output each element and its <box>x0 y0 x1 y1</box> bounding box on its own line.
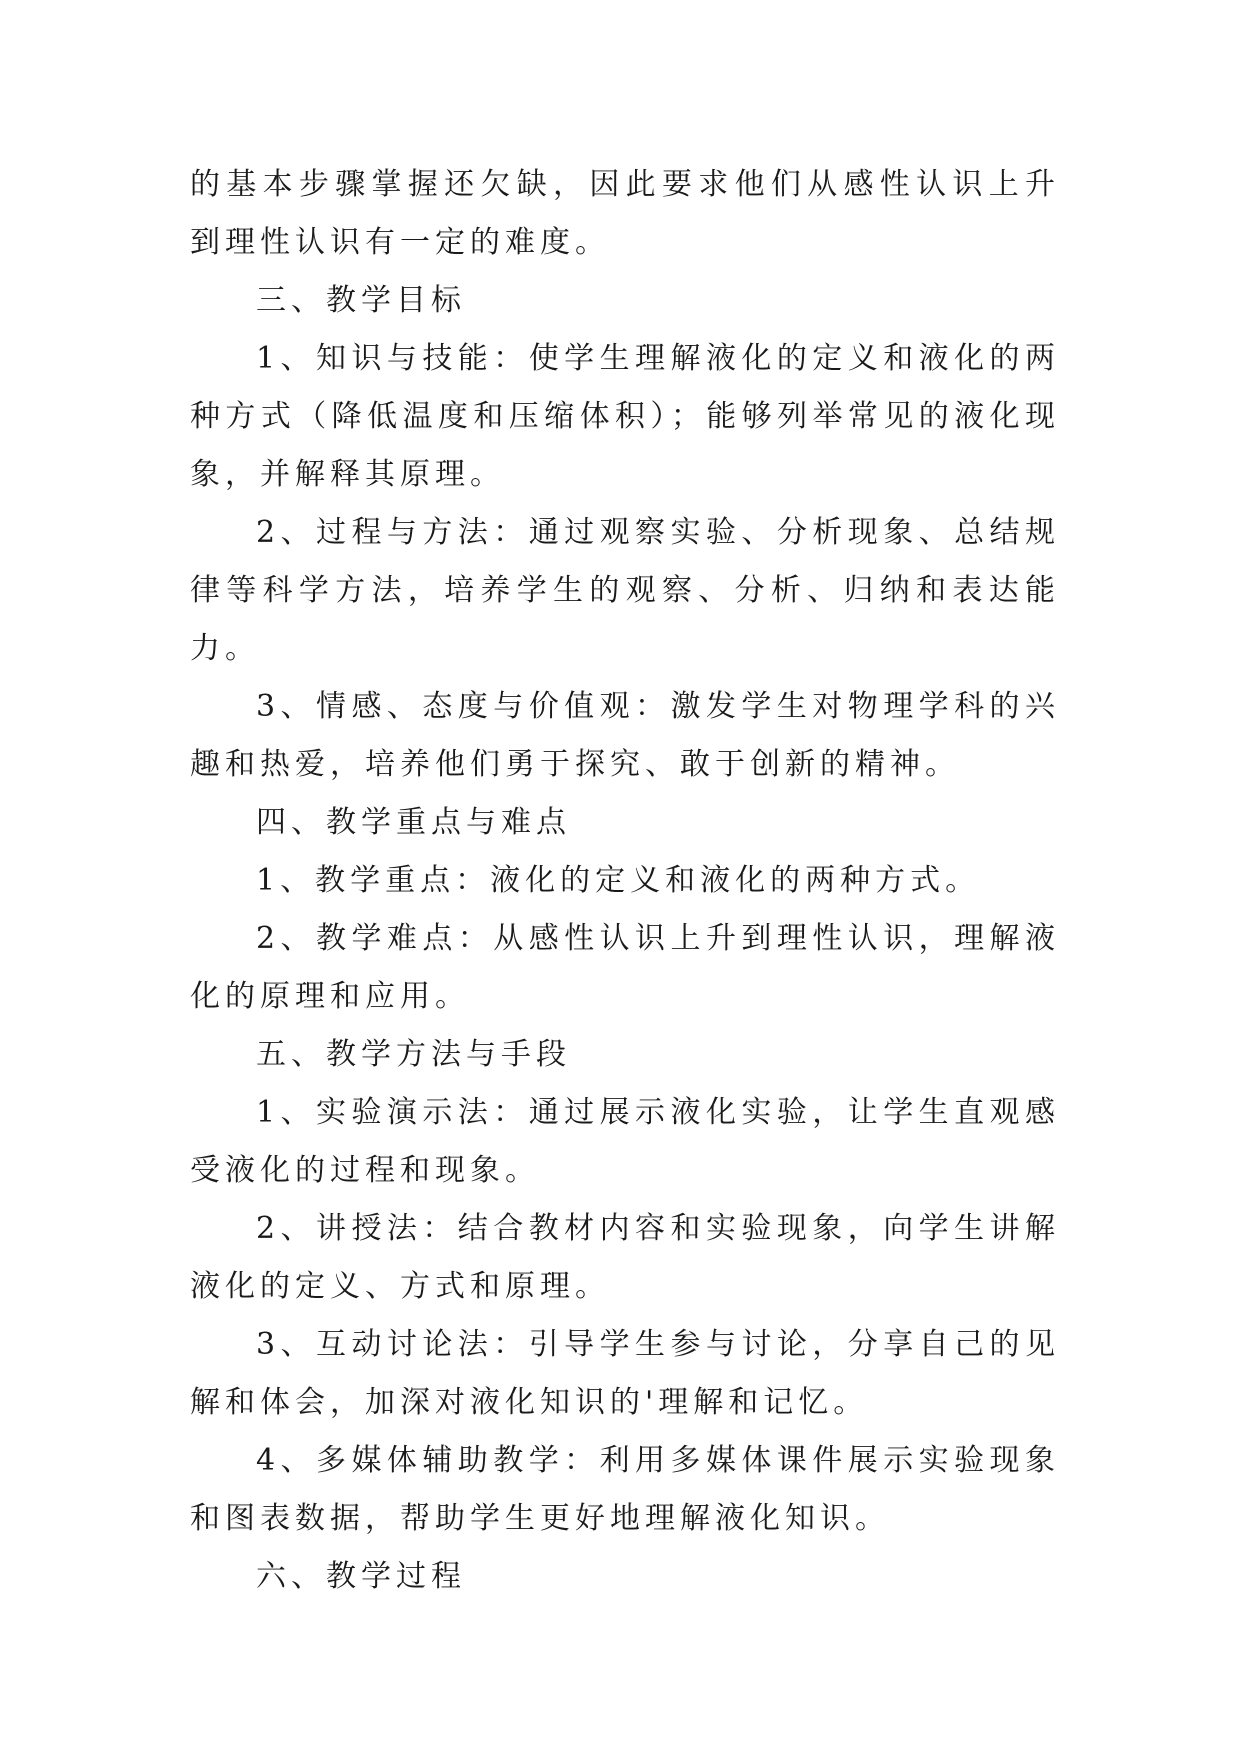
paragraph-continuation: 的基本步骤掌握还欠缺，因此要求他们从感性认识上升到理性认识有一定的难度。 <box>190 167 1060 260</box>
objective-emotion-attitude-values: 3、情感、态度与价值观：激发学生对物理学科的兴趣和热爱，培养他们勇于探究、敢于创新的精神。 <box>190 689 1060 782</box>
section-heading-teaching-objectives: 三、教学目标 <box>256 283 466 318</box>
method-experiment-demonstration: 1、实验演示法：通过展示液化实验，让学生直观感受液化的过程和现象。 <box>190 1095 1060 1188</box>
objective-process-methods: 2、过程与方法：通过观察实验、分析现象、总结规律等科学方法，培养学生的观察、分析、归纳和表达能力。 <box>190 515 1060 666</box>
objective-knowledge-skills: 1、知识与技能：使学生理解液化的定义和液化的两种方式（降低温度和压缩体积）；能够列举常见的液化现象，并解释其原理。 <box>190 341 1060 492</box>
method-interactive-discussion: 3、互动讨论法：引导学生参与讨论，分享自己的见解和体会，加深对液化知识的'理解和记忆。 <box>190 1327 1060 1420</box>
section-heading-key-points-difficulties: 四、教学重点与难点 <box>256 805 571 840</box>
section-heading-methods-means: 五、教学方法与手段 <box>256 1037 571 1072</box>
key-point-item: 1、教学重点：液化的定义和液化的两种方式。 <box>256 863 981 898</box>
difficulty-item: 2、教学难点：从感性认识上升到理性认识，理解液化的原理和应用。 <box>190 921 1060 1014</box>
method-multimedia: 4、多媒体辅助教学：利用多媒体课件展示实验现象和图表数据，帮助学生更好地理解液化知识。 <box>190 1443 1060 1536</box>
document-body <box>190 156 1060 1606</box>
section-heading-teaching-process: 六、教学过程 <box>256 1559 466 1594</box>
method-lecture: 2、讲授法：结合教材内容和实验现象，向学生讲解液化的定义、方式和原理。 <box>190 1211 1060 1304</box>
